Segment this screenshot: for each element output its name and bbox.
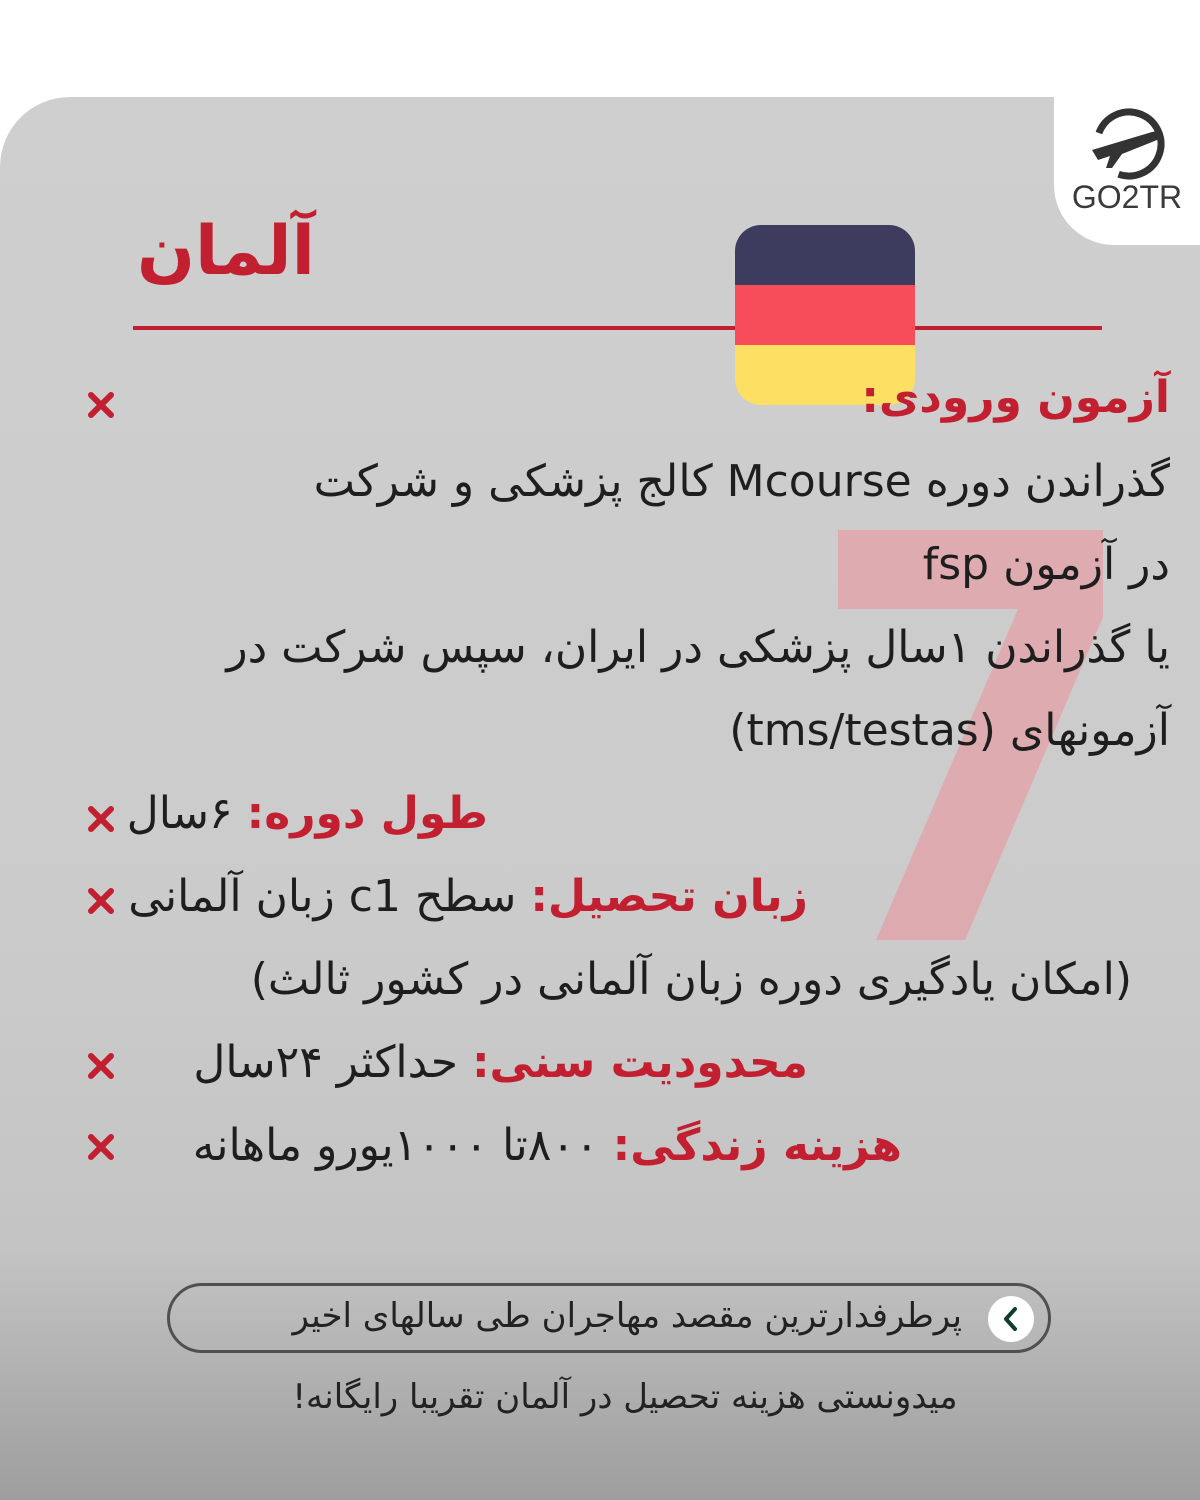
list-item-line: (امکان یادگیری دوره زبان آلمانی در کشور ثالث) (250, 954, 1132, 1005)
page-title: آلمان (136, 212, 315, 291)
item-value: حداکثر ۲۴سال (193, 1037, 458, 1088)
item-label: آزمون ورودی: (861, 372, 1170, 423)
list-item (193, 1033, 808, 1093)
item-value: سطح c1 زبان آلمانی (128, 871, 517, 922)
chevron-left-icon (988, 1296, 1034, 1342)
list-item-line: آزمونهای (tms/testas) (729, 705, 1170, 756)
item-label: طول دوره: (246, 788, 488, 839)
related-post-link[interactable] (167, 1283, 1051, 1353)
item-value: ۸۰۰تا ۱۰۰۰یورو ماهانه (192, 1120, 599, 1171)
cross-bullet-icon (84, 388, 118, 422)
list-item-line: گذراندن دوره Mcourse کالج پزشکی و شرکت (313, 456, 1170, 507)
cross-bullet-icon (84, 802, 118, 836)
title-divider (133, 326, 1102, 330)
list-item-line: در آزمون fsp (922, 539, 1170, 590)
item-value: ۶سال (126, 788, 233, 839)
list-item (127, 784, 488, 844)
brand-logo[interactable] (1054, 97, 1200, 245)
footer-caption: میدونستی هزینه تحصیل در آلمان تقریبا رایگانه! (292, 1377, 958, 1417)
list-item (130, 368, 1170, 428)
list-item-line: یا گذراندن ۱سال پزشکی در ایران، سپس شرکت در (226, 622, 1170, 673)
logo-text: GO2TR (1071, 179, 1183, 215)
chevron-left-button[interactable] (988, 1296, 1034, 1342)
cross-bullet-icon (84, 884, 118, 918)
list-item (193, 1116, 902, 1176)
item-label: محدودیت سنی: (471, 1037, 808, 1088)
related-post-text: پرطرفدارترین مقصد مهاجران طی سالهای اخیر (292, 1296, 962, 1336)
item-label: هزینه زندگی: (612, 1120, 902, 1171)
cross-bullet-icon (84, 1130, 118, 1164)
cross-bullet-icon (84, 1049, 118, 1083)
list-item (128, 867, 808, 927)
item-label: زبان تحصیل: (530, 871, 808, 922)
airplane-logo-icon (1082, 102, 1172, 182)
